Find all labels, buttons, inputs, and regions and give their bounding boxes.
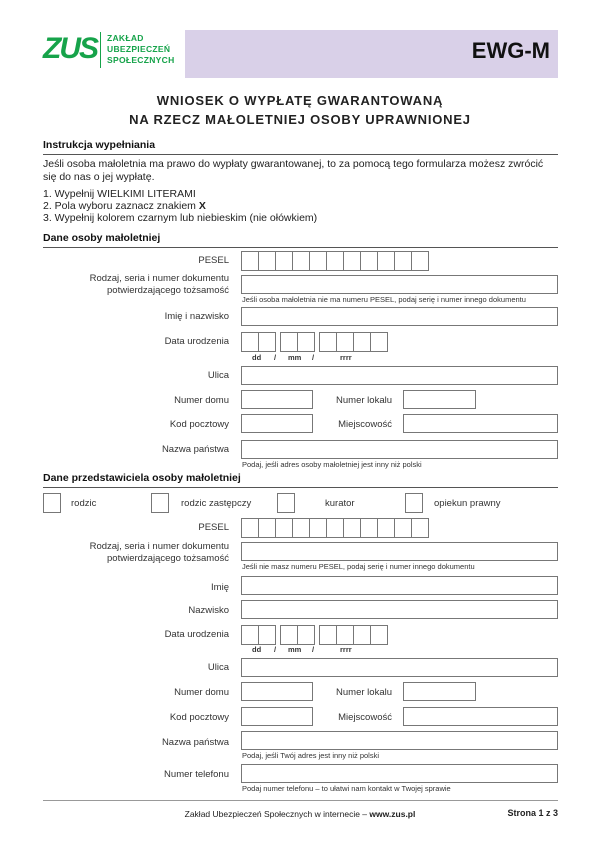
rep-dob-label: Data urodzenia <box>164 629 229 640</box>
minor-section-heading: Dane osoby małoletniej <box>43 232 558 248</box>
pesel-digit[interactable] <box>394 251 412 271</box>
dob-sep: / <box>274 645 277 654</box>
rep-pesel-label: PESEL <box>198 522 229 533</box>
rep-pesel-field[interactable] <box>241 518 428 538</box>
minor-pesel-field[interactable] <box>241 251 428 271</box>
rep-dob-hint <box>252 645 352 654</box>
minor-doc-label <box>90 273 229 297</box>
minor-postal-input[interactable] <box>241 414 313 433</box>
footer-label: Zakład Ubezpieczeń Społecznych w internecie – <box>184 809 370 819</box>
pesel-digit[interactable] <box>258 518 276 538</box>
pesel-digit[interactable] <box>258 251 276 271</box>
dob-digit[interactable] <box>241 625 259 645</box>
instruction-2-text: 2. Pola wyboru zaznacz znakiem <box>43 200 199 212</box>
rep-doc-input[interactable] <box>241 542 558 561</box>
minor-postal-label: Kod pocztowy <box>169 419 229 430</box>
dob-mm: mm <box>288 645 302 654</box>
pesel-digit[interactable] <box>292 518 310 538</box>
dob-digit[interactable] <box>336 332 354 352</box>
minor-flat-input[interactable] <box>403 390 476 409</box>
instructions-heading: Instrukcja wypełniania <box>43 139 558 155</box>
rep-country-label: Nazwa państwa <box>161 737 229 748</box>
dob-dd: dd <box>252 645 262 654</box>
dob-digit[interactable] <box>353 625 371 645</box>
pesel-digit[interactable] <box>411 518 429 538</box>
form-title-line1: WNIOSEK O WYPŁATĘ GWARANTOWANĄ <box>156 93 444 108</box>
dob-digit[interactable] <box>370 332 388 352</box>
rep-section-heading: Dane przedstawiciela osoby małoletniej <box>43 472 558 488</box>
minor-house-input[interactable] <box>241 390 313 409</box>
page-number: Strona 1 z 3 <box>507 808 558 818</box>
checkbox-guardian[interactable] <box>405 493 423 513</box>
dob-digit[interactable] <box>370 625 388 645</box>
dob-digit[interactable] <box>297 625 315 645</box>
minor-dob-label: Data urodzenia <box>164 336 229 347</box>
minor-country-input[interactable] <box>241 440 558 459</box>
dob-dd: dd <box>252 353 262 362</box>
rep-phone-input[interactable] <box>241 764 558 783</box>
form-header <box>0 30 600 78</box>
rep-street-input[interactable] <box>241 658 558 677</box>
logo-line3: SPOŁECZNYCH <box>107 55 175 65</box>
opt-guardian-label: opiekun prawny <box>434 498 501 509</box>
logo-mark: ZUS <box>43 32 97 65</box>
pesel-digit[interactable] <box>377 251 395 271</box>
rep-city-label: Miejscowość <box>338 712 392 723</box>
pesel-digit[interactable] <box>411 251 429 271</box>
zus-logo <box>43 32 183 72</box>
rep-postal-label: Kod pocztowy <box>169 712 229 723</box>
pesel-digit[interactable] <box>360 251 378 271</box>
checkbox-foster-parent[interactable] <box>151 493 169 513</box>
pesel-digit[interactable] <box>241 518 259 538</box>
rep-doc-label <box>90 541 229 565</box>
pesel-digit[interactable] <box>343 518 361 538</box>
dob-sep: / <box>312 645 315 654</box>
pesel-digit[interactable] <box>377 518 395 538</box>
rep-house-input[interactable] <box>241 682 313 701</box>
rep-firstname-label: Imię <box>211 582 229 593</box>
dob-digit[interactable] <box>336 625 354 645</box>
dob-digit[interactable] <box>319 625 337 645</box>
pesel-digit[interactable] <box>275 251 293 271</box>
dob-digit[interactable] <box>280 625 298 645</box>
minor-dob-field[interactable] <box>241 332 387 352</box>
dob-digit[interactable] <box>280 332 298 352</box>
dob-digit[interactable] <box>353 332 371 352</box>
minor-doc-label-line2: potwierdzającego tożsamość <box>107 285 229 296</box>
minor-country-label: Nazwa państwa <box>161 444 229 455</box>
instruction-2-mark: X <box>198 200 206 212</box>
pesel-digit[interactable] <box>343 251 361 271</box>
dob-sep: / <box>274 353 277 362</box>
rep-house-label: Numer domu <box>174 687 229 698</box>
minor-house-label: Numer domu <box>174 395 229 406</box>
rep-dob-field[interactable] <box>241 625 387 645</box>
rep-doc-label-line2: potwierdzającego tożsamość <box>107 553 229 564</box>
opt-curator-label: kurator <box>325 498 355 509</box>
minor-name-input[interactable] <box>241 307 558 326</box>
minor-dob-hint <box>252 353 352 362</box>
instructions-intro: Jeśli osoba małoletnia ma prawo do wypłaty gwarantowanej, to za pomocą tego formularza możesz zwrócić się do nas o jej wypłatę. <box>43 158 544 183</box>
pesel-digit[interactable] <box>326 518 344 538</box>
dob-digit[interactable] <box>258 332 276 352</box>
dob-digit[interactable] <box>258 625 276 645</box>
pesel-digit[interactable] <box>309 518 327 538</box>
rep-country-input[interactable] <box>241 731 558 750</box>
minor-name-label: Imię i nazwisko <box>164 311 229 322</box>
pesel-digit[interactable] <box>241 251 259 271</box>
pesel-digit[interactable] <box>394 518 412 538</box>
minor-doc-hint: Jeśli osoba małoletnia nie ma numeru PESEL, podaj serię i numer innego dokumentu <box>242 295 526 304</box>
checkbox-parent[interactable] <box>43 493 61 513</box>
dob-rrrr: rrrr <box>340 353 352 362</box>
checkbox-curator[interactable] <box>277 493 295 513</box>
instruction-1: 1. Wypełnij WIELKIMI LITERAMI <box>43 188 196 200</box>
minor-street-input[interactable] <box>241 366 558 385</box>
rep-firstname-input[interactable] <box>241 576 558 595</box>
dob-digit[interactable] <box>297 332 315 352</box>
minor-street-label: Ulica <box>207 370 229 381</box>
rep-flat-input[interactable] <box>403 682 476 701</box>
rep-postal-input[interactable] <box>241 707 313 726</box>
opt-foster-label: rodzic zastępczy <box>181 498 252 509</box>
dob-digit[interactable] <box>319 332 337 352</box>
minor-doc-input[interactable] <box>241 275 558 294</box>
instruction-3: 3. Wypełnij kolorem czarnym lub niebieskim (nie ołówkiem) <box>43 212 318 224</box>
rep-flat-label: Numer lokalu <box>336 687 392 698</box>
dob-sep: / <box>312 353 315 362</box>
rep-lastname-input[interactable] <box>241 600 558 619</box>
dob-mm: mm <box>288 353 302 362</box>
form-title-line2: NA RZECZ MAŁOLETNIEJ OSOBY UPRAWNIONEJ <box>129 112 471 127</box>
logo-line1: ZAKŁAD <box>107 33 144 43</box>
pesel-digit[interactable] <box>275 518 293 538</box>
rep-phone-label: Numer telefonu <box>164 769 229 780</box>
minor-city-label: Miejscowość <box>338 419 392 430</box>
minor-pesel-label: PESEL <box>198 255 229 266</box>
footer-url[interactable]: www.zus.pl <box>369 809 416 819</box>
rep-phone-hint: Podaj numer telefonu – to ułatwi nam kontakt w Twojej sprawie <box>242 784 451 793</box>
form-code: EWG-M <box>471 38 550 63</box>
rep-street-label: Ulica <box>207 662 229 673</box>
minor-country-hint: Podaj, jeśli adres osoby małoletniej jest inny niż polski <box>242 460 422 469</box>
logo-line2: UBEZPIECZEŃ <box>107 44 171 54</box>
minor-city-input[interactable] <box>403 414 558 433</box>
rep-doc-label-line1: Rodzaj, seria i numer dokumentu <box>89 541 229 552</box>
rep-country-hint: Podaj, jeśli Twój adres jest inny niż polski <box>242 751 380 760</box>
pesel-digit[interactable] <box>292 251 310 271</box>
logo-text <box>107 33 175 66</box>
pesel-digit[interactable] <box>309 251 327 271</box>
dob-digit[interactable] <box>241 332 259 352</box>
dob-rrrr: rrrr <box>340 645 352 654</box>
rep-city-input[interactable] <box>403 707 558 726</box>
rep-lastname-label: Nazwisko <box>188 605 229 616</box>
minor-doc-label-line1: Rodzaj, seria i numer dokumentu <box>89 273 229 284</box>
opt-parent-label: rodzic <box>71 498 97 509</box>
pesel-digit[interactable] <box>326 251 344 271</box>
footer-divider <box>43 800 558 801</box>
minor-flat-label: Numer lokalu <box>336 395 392 406</box>
logo-separator <box>100 32 101 68</box>
rep-doc-hint: Jeśli nie masz numeru PESEL, podaj serię i numer innego dokumentu <box>242 562 475 571</box>
pesel-digit[interactable] <box>360 518 378 538</box>
